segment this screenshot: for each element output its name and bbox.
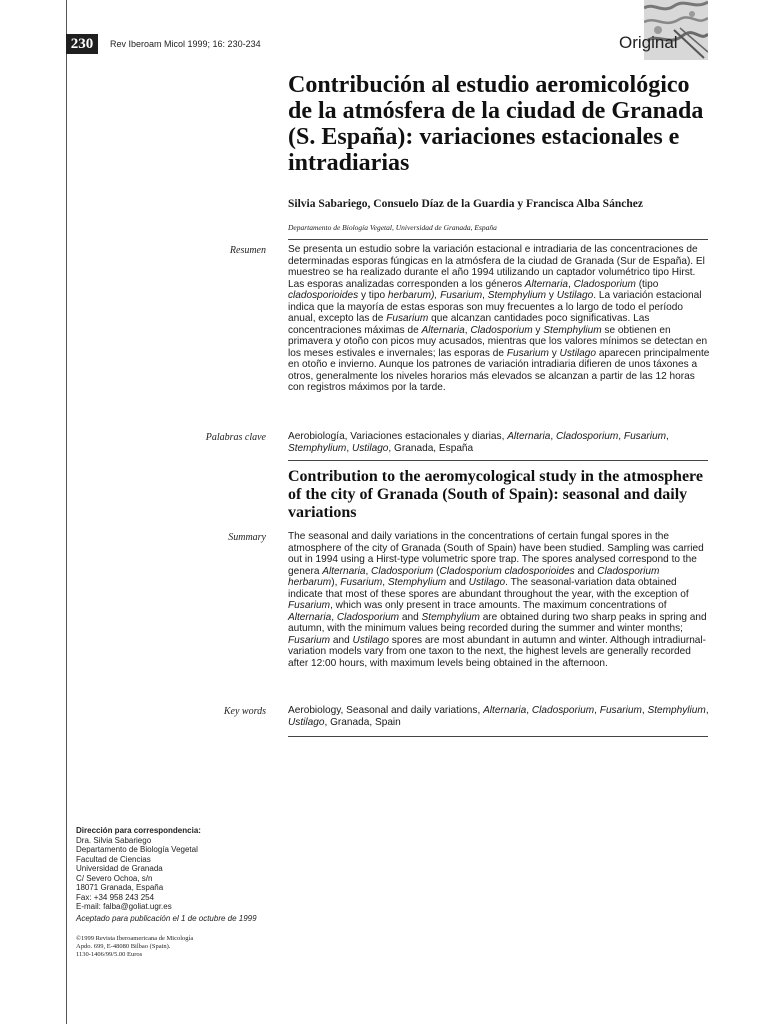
copyright-line: ©1999 Revista Iberoamericana de Micología bbox=[76, 935, 194, 942]
summary-english: The seasonal and daily variations in the concentrations of certain fungal spores in the atmosphere of the city of Granada (South of Spain) have been studied. Sampling was carried out in 1994 using a Hirst-type volumetric spore trap. The spores analysed correspond to the genera Alternaria, Cladosporium (Cladosporium cladosporioides and Cladosporium herbarum), Fusarium, Stemphylium and Ustilago. The seasonal-variation data obtained indicate that most of these spores are abundant throughout the year, with the exception of Fusarium, which was only present in trace amounts. The maximum concentrations of Alternaria, Cladosporium and Stemphylium are obtained during two sharp peaks in spring and autumn, with the minimum values being recorded during the summer and winter months; Fusarium and Ustilago spores are most abundant in autumn and winter. Although intradiurnal-variation models vary from one taxon to the next, the highest levels are generally recorded after 12:00 hours, with maximum levels being obtained in the afternoon. bbox=[288, 531, 707, 669]
italic-term: Ustilago bbox=[352, 634, 389, 646]
italic-term: Cladosporium bbox=[556, 431, 619, 442]
italic-term: Stemphylium bbox=[543, 324, 602, 336]
correspondence-line: Fax: +34 958 243 254 bbox=[76, 892, 155, 902]
italic-term: Fusarium bbox=[288, 600, 331, 611]
correspondence-line: Universidad de Granada bbox=[76, 864, 163, 873]
italic-term: Ustilago bbox=[351, 442, 389, 454]
italic-term: Fusarium bbox=[386, 313, 429, 324]
affiliation: Departamento de Biología Vegetal, Universidad de Granada, España bbox=[288, 223, 497, 232]
italic-term: Fusarium bbox=[440, 290, 483, 301]
italic-term: Alternaria bbox=[421, 324, 465, 336]
italic-term: Stemphylium bbox=[288, 442, 347, 454]
article-title-english: Contribution to the aeromycological study in the atmosphere of the city of Granada (South of Spain): seasonal and daily variations bbox=[288, 468, 703, 521]
italic-term: Cladosporium bbox=[470, 324, 533, 336]
correspondence-line: 18071 Granada, España bbox=[76, 883, 164, 892]
italic-term: Fusarium bbox=[340, 577, 383, 588]
correspondence-line: C/ Severo Ochoa, s/n bbox=[76, 873, 153, 883]
accepted-date: Aceptado para publicación el 1 de octubre de 1999 bbox=[76, 914, 257, 923]
palabras-clave-label: Palabras clave bbox=[205, 432, 266, 443]
journal-citation: Rev Iberoam Micol 1999; 16: 230-234 bbox=[110, 39, 261, 49]
italic-term: Cladosporium herbarum bbox=[288, 565, 660, 588]
italic-term: Cladosporium bbox=[371, 565, 434, 577]
abstract-spanish: Se presenta un estudio sobre la variación estacional e intradiaria de las concentraciones de determinadas esporas fúngicas en la atmósfera de la ciudad de Granada (Sur de España). El muestreo se ha realizado durante el año 1994 utilizando un captador volumétrico tipo Hirst. Las esporas analizadas corresponden a los géneros Alternaria, Cladosporium (tipo cladosporioides y tipo herbarum), Fusarium, Stemphylium y Ustilago. La variación estacional indica que la mayoría de estas esporas son muy frecuentes a lo largo de todo el período anual, excepto las de Fusarium que alcanzan cantidades poco significativas. Las concentraciones máximas de Alternaria, Cladosporium y Stemphylium se obtienen en primavera y otoño con picos muy acusados, mientras que los valores mínimos se detectan en los meses estivales e invernales; las esporas de Fusarium y Ustilago aparecen principalmente en otoño e invierno. Aunque los patrones de variación intradiaria difieren de unos táxones a otros, generalmente los niveles horarios más elevados se alcanzan a partir de las 12 horas con registros máximos por la tarde. bbox=[288, 244, 710, 393]
italic-term: Alternaria bbox=[483, 705, 527, 716]
margin-rule bbox=[66, 0, 67, 1024]
italic-term: Cladosporium bbox=[531, 705, 595, 716]
italic-term: herbarum), bbox=[387, 290, 438, 301]
italic-term: Stemphylium bbox=[387, 577, 447, 588]
correspondence-block bbox=[76, 826, 201, 912]
copyright-line: 1130-1406/99/5.00 Euros bbox=[76, 951, 143, 958]
keywords-spanish: Aerobiología, Variaciones estacionales y diarias, Alternaria, Cladosporium, Fusarium, Stemphylium, Ustilago, Granada, España bbox=[288, 431, 669, 454]
correspondence-line: Dra. Silvia Sabariego bbox=[76, 835, 152, 845]
correspondence-heading: Dirección para correspondencia: bbox=[76, 826, 201, 835]
italic-term: Stemphylium bbox=[421, 611, 480, 623]
italic-term: Alternaria bbox=[524, 278, 568, 290]
italic-term: Cladosporium bbox=[336, 611, 400, 623]
correspondence-email[interactable]: E-mail: falba@goliat.ugr.es bbox=[76, 902, 172, 911]
authors: Silvia Sabariego, Consuelo Díaz de la Guardia y Francisca Alba Sánchez bbox=[288, 198, 643, 210]
copyright-block bbox=[76, 935, 193, 959]
italic-term: Ustilago bbox=[468, 577, 506, 588]
summary-label: Summary bbox=[228, 532, 266, 543]
italic-term: Alternaria bbox=[322, 565, 366, 577]
italic-term: Cladosporium bbox=[573, 278, 636, 290]
section-label: Original bbox=[619, 33, 678, 52]
page-number: 230 bbox=[66, 34, 98, 54]
article-title-spanish: Contribución al estudio aeromicológico de la atmósfera de la ciudad de Granada (S. España): variaciones estacionales e intradiarias bbox=[288, 72, 704, 176]
italic-term: Ustilago bbox=[556, 290, 594, 301]
italic-term: Fusarium bbox=[599, 705, 642, 716]
divider bbox=[288, 736, 708, 737]
correspondence-line: Facultad de Ciencias bbox=[76, 854, 151, 864]
correspondence-line: Departamento de Biología Vegetal bbox=[76, 845, 198, 854]
italic-term: Fusarium bbox=[623, 431, 666, 442]
italic-term: Fusarium bbox=[506, 347, 549, 359]
italic-term: cladosporioides bbox=[288, 290, 359, 301]
divider bbox=[288, 239, 708, 240]
key-words-label: Key words bbox=[223, 706, 266, 717]
italic-term: Cladosporium cladosporioides bbox=[439, 565, 575, 577]
copyright-line: Apdo. 699, E-48080 Bilbao (Spain). bbox=[76, 943, 171, 950]
italic-term: Stemphylium bbox=[487, 290, 547, 301]
italic-term: Ustilago bbox=[288, 716, 325, 728]
italic-term: Stemphylium bbox=[647, 705, 706, 716]
italic-term: Alternaria bbox=[507, 431, 551, 442]
keywords-english: Aerobiology, Seasonal and daily variations, Alternaria, Cladosporium, Fusarium, Stemphylium, Ustilago, Granada, Spain bbox=[288, 705, 709, 728]
divider bbox=[288, 460, 708, 461]
resumen-label: Resumen bbox=[229, 245, 266, 256]
italic-term: Ustilago bbox=[559, 347, 597, 359]
italic-term: Fusarium bbox=[288, 634, 331, 646]
italic-term: Alternaria bbox=[288, 611, 332, 623]
